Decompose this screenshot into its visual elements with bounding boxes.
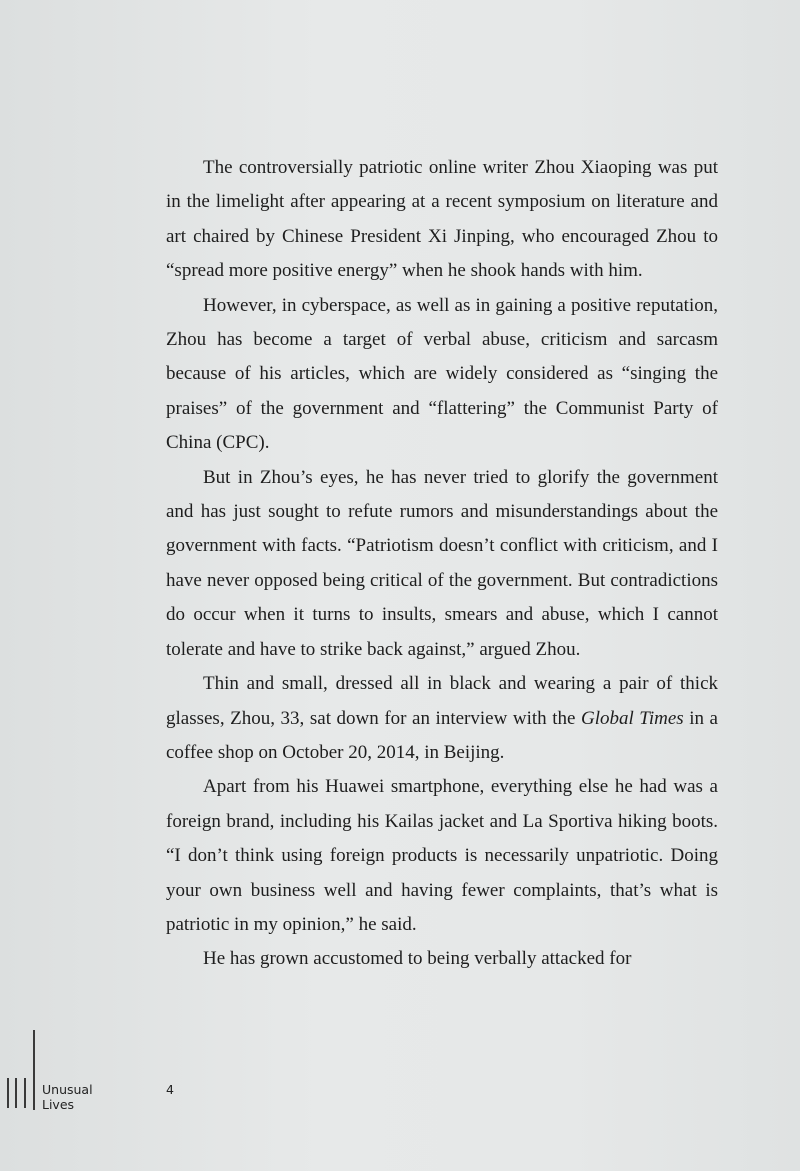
page-number: 4 [166, 1082, 174, 1097]
running-title-line: Unusual [42, 1082, 93, 1097]
margin-rule [15, 1078, 17, 1108]
paragraph [166, 667, 718, 770]
paragraph: However, in cyberspace, as well as in gaining a positive reputation, Zhou has become a target of verbal abuse, criticism and sarcasm because of his articles, which are widely considered as “singing the praises” of the government and “flattering” the Communist Party of China (CPC). [166, 294, 718, 454]
running-title [42, 1082, 93, 1112]
margin-rule [24, 1078, 26, 1108]
margin-rule [33, 1030, 35, 1110]
paragraph: The controversially patriotic online writer Zhou Xiaoping was put in the limelight after appearing at a recent symposium on literature and art chaired by Chinese President Xi Jinping, who encouraged Zhou to “spread more positive energy” when he shook hands with him. [166, 157, 718, 282]
margin-rule [7, 1078, 9, 1108]
publication-title: Global Times [580, 707, 684, 729]
running-title-line: Lives [42, 1097, 75, 1112]
paragraph: He has grown accustomed to being verbally attacked for [203, 948, 632, 970]
paragraph-text: Thin and small, dressed all in black and wearing a pair of thick glasses, Zhou, 33, sat down for an interview with the [166, 673, 718, 729]
paragraph: But in Zhou’s eyes, he has never tried to glorify the government and has just sought to refute rumors and misunderstandings about the government with facts. “Patriotism doesn’t conflict with criticism, and I have never opposed being critical of the government. But contradictions do occur when it turns to insults, smears and abuse, which I cannot tolerate and have to strike back against,” argued Zhou. [166, 466, 718, 660]
body-text [166, 151, 718, 977]
paragraph-text: in a coffee shop on October 20, 2014, in Beijing. [166, 707, 718, 763]
paragraph: Apart from his Huawei smartphone, everything else he had was a foreign brand, including his Kailas jacket and La Sportiva hiking boots. “I don’t think using foreign products is necessarily unpatriotic. Doing your own business well and having fewer complaints, that’s what is patriotic in my opinion,” he said. [166, 776, 718, 935]
